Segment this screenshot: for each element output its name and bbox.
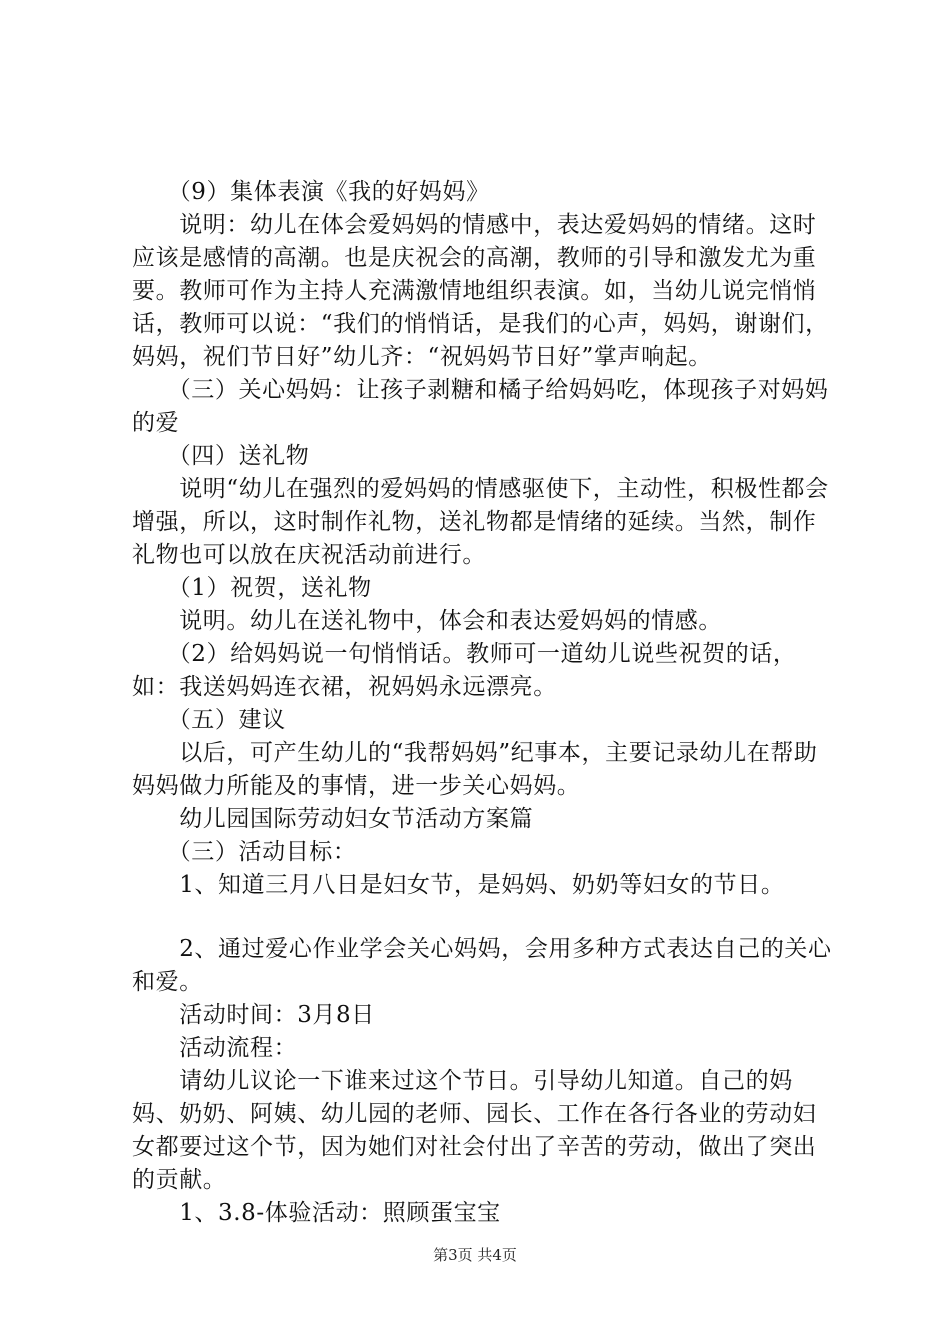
paragraph-gift-heading: （四）送礼物 xyxy=(132,443,310,469)
paragraph-experience-activity: 1、3.8-体验活动：照顾蛋宝宝 xyxy=(132,1200,501,1226)
paragraph-gift-note: 说明。幼儿在送礼物中，体会和表达爱妈妈的情感。 xyxy=(132,608,722,634)
paragraph-congratulate: （1）祝贺，送礼物 xyxy=(132,575,372,601)
paragraph-care-for-mom: （三）关心妈妈：让孩子剥糖和橘子给妈妈吃，体现孩子对妈妈的爱 xyxy=(132,377,829,436)
paragraph-discussion: 请幼儿议论一下谁来过这个节日。引导幼儿知道。自己的妈妈、奶奶、阿姨、幼儿园的老师、园长、工作在各行各业的劳动妇女都要过这个节，因为她们对社会付出了辛苦的劳动，做出了突出的贡献。 xyxy=(132,1068,817,1193)
paragraph-goal-2: 2、通过爱心作业学会关心妈妈，会用多种方式表达自己的关心和爱。 xyxy=(132,936,832,995)
blank-line xyxy=(132,902,838,933)
paragraph-gift-explanation: 说明“幼儿在强烈的爱妈妈的情感驱使下，主动性，积极性都会增强，所以，这时制作礼物，送礼物都是情绪的延续。当然，制作礼物也可以放在庆祝活动前进行。 xyxy=(132,476,829,568)
paragraph-suggestion: 以后，可产生幼儿的“我帮妈妈”纪事本，主要记录幼儿在帮助妈妈做力所能及的事情，进一步关心妈妈。 xyxy=(132,740,818,799)
paragraph-goals-heading: （三）活动目标： xyxy=(132,839,357,865)
paragraph-performance-explanation: 说明：幼儿在体会爱妈妈的情感中，表达爱妈妈的情绪。这时应该是感情的高潮。也是庆祝会的高潮，教师的引导和激发尤为重要。教师可作为主持人充满激情地组织表演。如，当幼儿说完悄悄话，教师可以说：“我们的悄悄话，是我们的心声，妈妈，谢谢们，妈妈，祝们节日好”幼儿齐：“祝妈妈节日好”掌声响起。 xyxy=(132,212,829,370)
paragraph-goal-1: 1、知道三月八日是妇女节，是妈妈、奶奶等妇女的节日。 xyxy=(132,872,785,898)
paragraph-process-heading: 活动流程： xyxy=(132,1035,298,1061)
paragraph-activity-time: 活动时间：3月8日 xyxy=(132,1002,375,1028)
page-number-footer: 第3页 共4页 xyxy=(433,1246,517,1264)
paragraph-whisper: （2）给妈妈说一句悄悄话。教师可一道幼儿说些祝贺的话，如：我送妈妈连衣裙，祝妈妈永远漂亮。 xyxy=(132,641,797,700)
paragraph-section-title: 幼儿园国际劳动妇女节活动方案篇 xyxy=(132,806,534,832)
paragraph-performance-item: （9）集体表演《我的好妈妈》 xyxy=(132,179,490,205)
paragraph-suggestion-heading: （五）建议 xyxy=(132,707,286,733)
document-body xyxy=(132,176,838,1230)
